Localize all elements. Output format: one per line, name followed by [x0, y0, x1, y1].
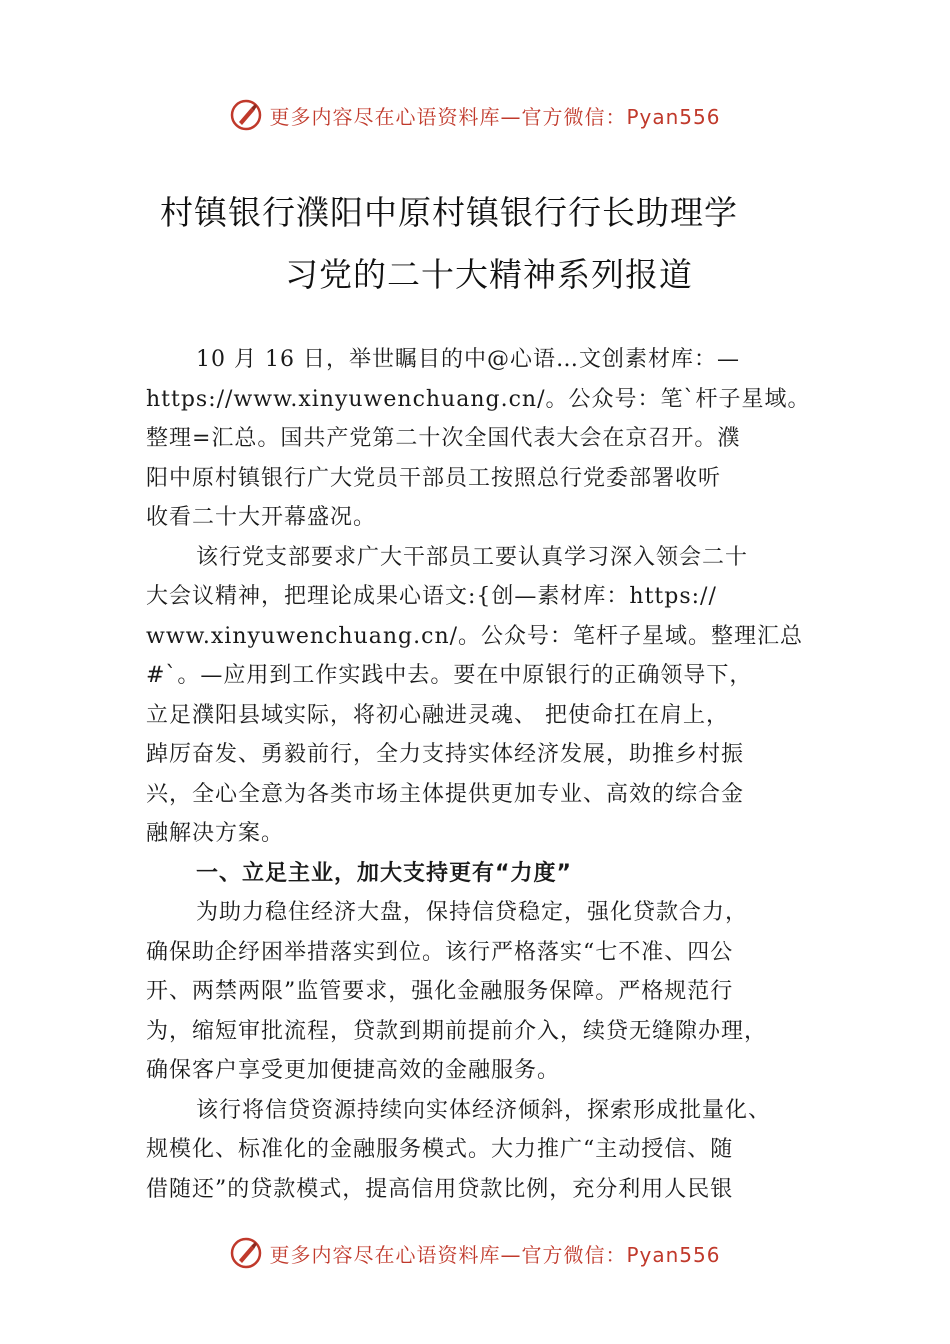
watermark-banner-top	[0, 95, 950, 135]
text-line: 立足濮阳县域实际，将初心融进灵魂、 把使命扛在肩上，	[146, 702, 729, 728]
section-heading: 一、立足主业，加大支持更有“力度”	[196, 860, 572, 886]
text-line: 大会议精神，把理论成果心语文:{创—素材库：https://	[146, 584, 717, 609]
text-line: 踔厉奋发、勇毅前行，全力支持实体经济发展，助推乡村振	[146, 742, 745, 767]
section-heading-1	[146, 854, 816, 894]
document-title-line-1: 村镇银行濮阳中原村镇银行行长助理学	[160, 193, 738, 232]
text-line: 开、两禁两限”监管要求，强化金融服务保障。严格规范行	[146, 979, 734, 1004]
text-line: 整理=汇总。国共产党第二十次全国代表大会在京召开。濮	[146, 426, 741, 451]
text-line: 兴，全心全意为各类市场主体提供更加专业、高效的综合金	[146, 781, 745, 807]
text-line: 10 月 16 日，举世瞩目的中@心语…文创素材库：—	[196, 347, 740, 372]
pen-nib-logo-icon	[229, 1236, 263, 1270]
text-line: 确保客户享受更加便捷高效的金融服务。	[146, 1058, 561, 1083]
text-line: 为，缩短审批流程，贷款到期前提前介入，续贷无缝隙办理，	[146, 1018, 768, 1044]
document-body	[146, 340, 816, 1209]
paragraph-3	[146, 893, 816, 1091]
text-line: #`。—应用到工作实践中去。要在中原银行的正确领导下，	[146, 663, 753, 688]
text-line: 为助力稳住经济大盘，保持信贷稳定，强化贷款合力，	[196, 900, 749, 925]
text-line: 收看二十大开幕盛况。	[146, 505, 377, 530]
watermark-banner-bottom	[0, 1233, 950, 1273]
document-title-line-2: 习党的二十大精神系列报道	[285, 255, 693, 294]
paragraph-1	[146, 340, 816, 538]
text-line: 融解决方案。	[146, 821, 285, 846]
text-line: 该行将信贷资源持续向实体经济倾斜，探索形成批量化、	[196, 1097, 772, 1123]
text-line: 借随还”的贷款模式，提高信用贷款比例，充分利用人民银	[146, 1176, 734, 1202]
text-line: 规模化、标准化的金融服务模式。大力推广“主动授信、随	[146, 1137, 734, 1162]
text-line: https://www.xinyuwenchuang.cn/。公众号：笔`杆子星域。	[146, 386, 811, 412]
paragraph-2	[146, 538, 816, 854]
watermark-text: 更多内容尽在心语资料库—官方微信：Pyan556	[269, 104, 721, 129]
paragraph-4	[146, 1091, 816, 1210]
text-line: www.xinyuwenchuang.cn/。公众号：笔杆子星域。整理汇总	[146, 623, 804, 649]
text-line: 确保助企纾困举措落实到位。该行严格落实“七不准、四公	[146, 939, 734, 965]
pen-nib-logo-icon	[229, 98, 263, 132]
watermark-text: 更多内容尽在心语资料库—官方微信：Pyan556	[269, 1242, 721, 1267]
text-line: 该行党支部要求广大干部员工要认真学习深入领会二十	[196, 544, 749, 570]
text-line: 阳中原村镇银行广大党员干部员工按照总行党委部署收听	[146, 465, 722, 491]
